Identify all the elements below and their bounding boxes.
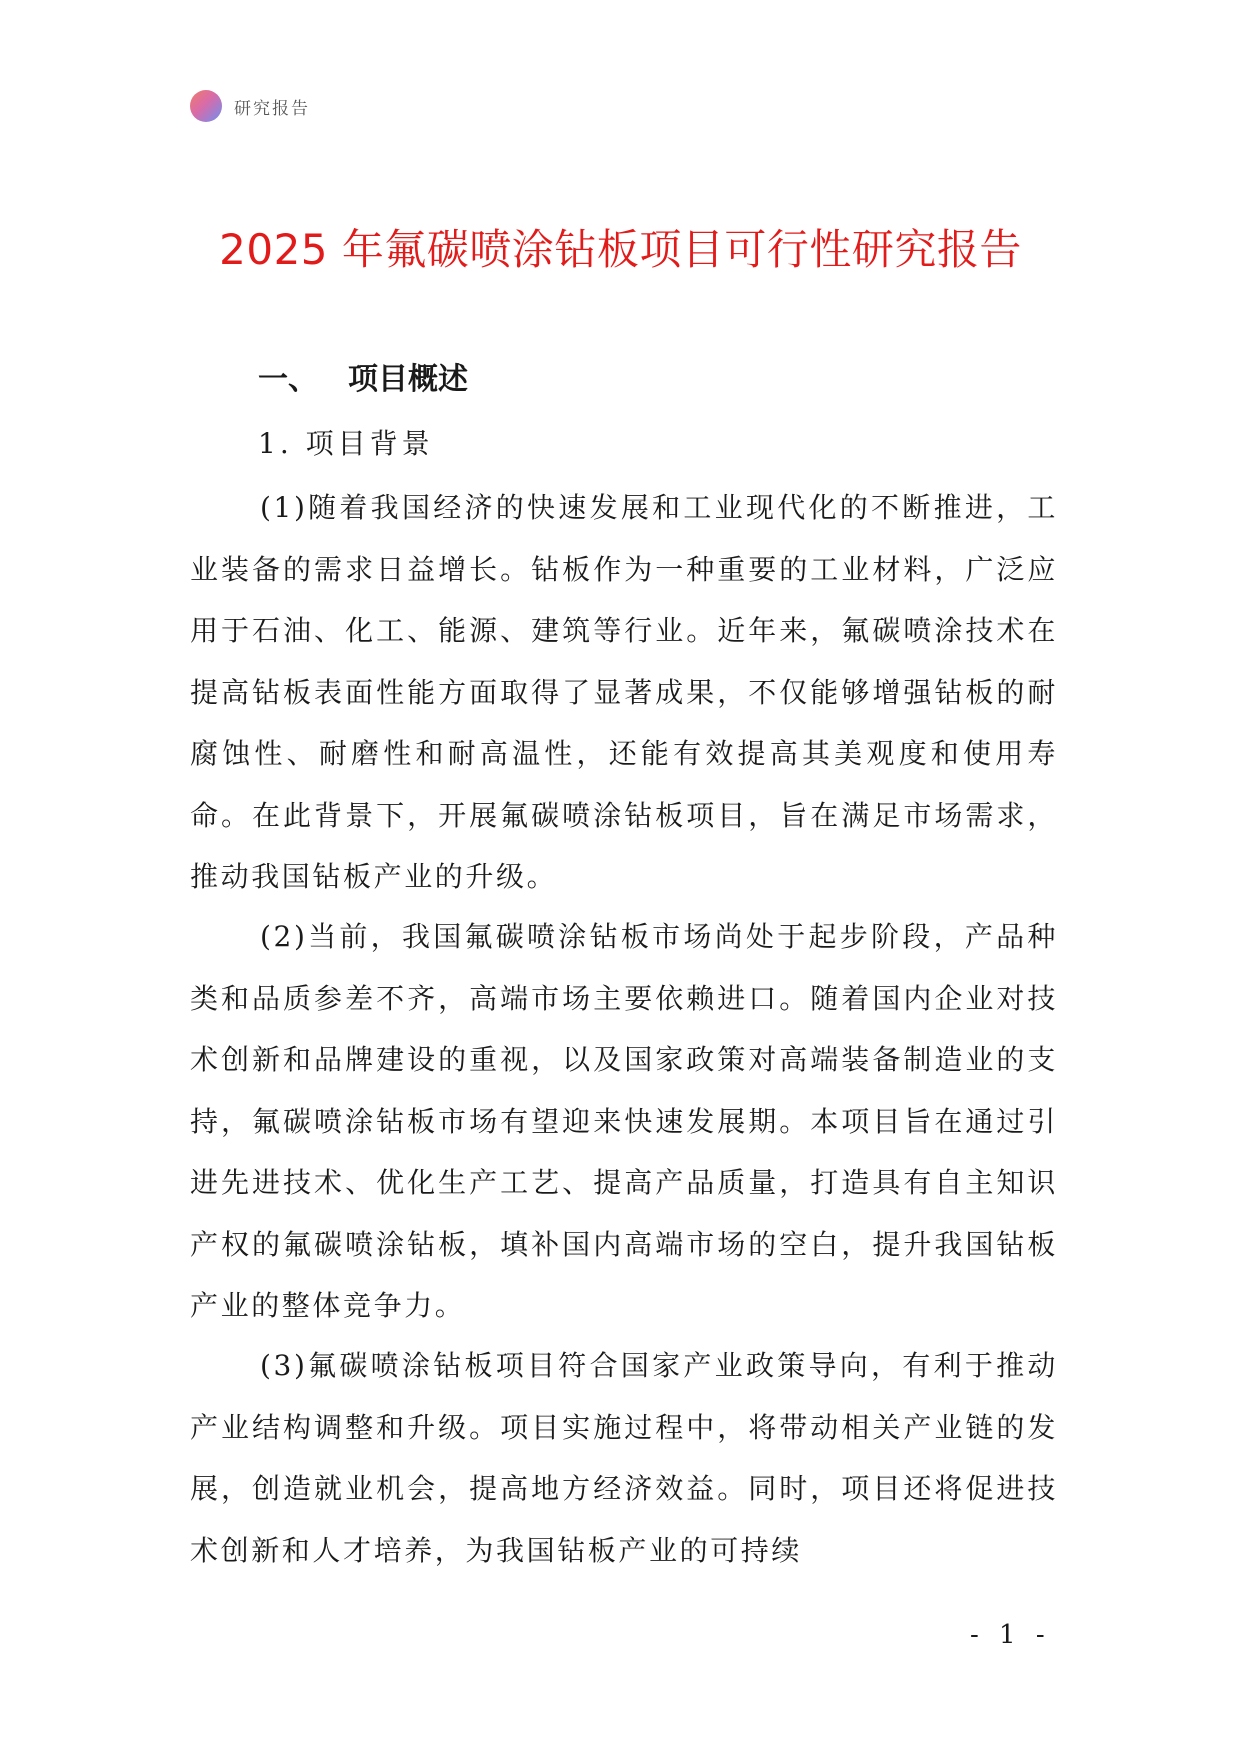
section-heading	[258, 358, 468, 402]
subsection-heading: 1. 项目背景	[258, 427, 434, 460]
header-label: 研究报告	[234, 98, 310, 119]
document-title: 2025 年氟碳喷涂钻板项目可行性研究报告	[219, 225, 1022, 274]
page-header	[190, 88, 310, 124]
paragraph-2: (2)当前，我国氟碳喷涂钻板市场尚处于起步阶段，产品种类和品质参差不齐，高端市场主要依赖进口。随着国内企业对技术创新和品牌建设的重视，以及国家政策对高端装备制造业的支持，氟碳喷涂钻板市场有望迎来快速发展期。本项目旨在通过引进先进技术、优化生产工艺、提高产品质量，打造具有自主知识产权的氟碳喷涂钻板，填补国内高端市场的空白，提升我国钻板产业的整体竞争力。	[190, 920, 1058, 1322]
section-title: 项目概述	[348, 362, 468, 397]
paragraph-3: (3)氟碳喷涂钻板项目符合国家产业政策导向，有利于推动产业结构调整和升级。项目实施过程中，将带动相关产业链的发展，创造就业机会，提高地方经济效益。同时，项目还将促进技术创新和人才培养，为我国钻板产业的可持续	[190, 1349, 1058, 1567]
section-number: 一、	[258, 362, 318, 397]
paragraph-1: (1)随着我国经济的快速发展和工业现代化的不断推进，工业装备的需求日益增长。钻板作为一种重要的工业材料，广泛应用于石油、化工、能源、建筑等行业。近年来，氟碳喷涂技术在提高钻板表面性能方面取得了显著成果，不仅能够增强钻板的耐腐蚀性、耐磨性和耐高温性，还能有效提高其美观度和使用寿命。在此背景下，开展氟碳喷涂钻板项目，旨在满足市场需求，推动我国钻板产业的升级。	[190, 491, 1058, 893]
page-number: - 1 -	[970, 1620, 1051, 1650]
report-logo-icon	[190, 90, 222, 122]
